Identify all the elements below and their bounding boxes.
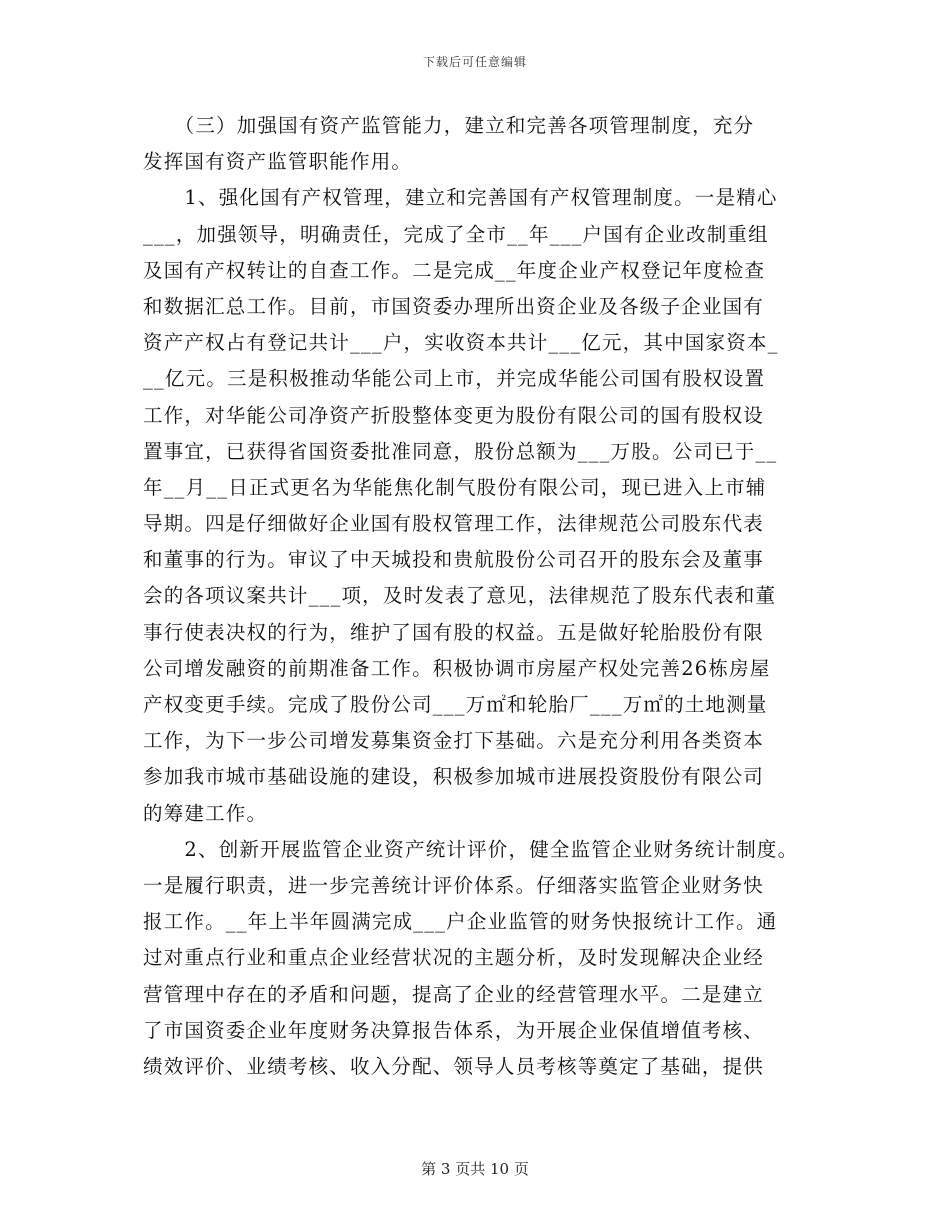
text-line: 报工作。__年上半年圆满完成___户企业监管的财务快报统计工作。通 (143, 910, 778, 934)
text-line: 绩效评价、业绩考核、收入分配、领导人员考核等奠定了基础，提供 (143, 1054, 765, 1078)
text-line: 产权变更手续。完成了股份公司___万㎡和轮胎厂___万㎡的土地测量 (143, 693, 768, 716)
text-line: 导期。四是仔细做好企业国有股权管理工作，法律规范公司股东代表 (143, 512, 765, 536)
text-line: 1、强化国有产权管理，建立和完善国有产权管理制度。一是精心 (143, 186, 778, 210)
text-line: 会的各项议案共计___项，及时发表了意见，法律规范了股东代表和董 (143, 584, 777, 608)
text-line: 参加我市城市基础设施的建设，积极参加城市进展投资股份有限公司 (143, 765, 765, 789)
text-line: 工作，对华能公司净资产折股整体变更为股份有限公司的国有股权设 (143, 403, 765, 427)
text-line: 营管理中存在的矛盾和问题，提高了企业的经营管理水平。二是建立 (143, 982, 765, 1006)
text-line: 及国有产权转让的自查工作。二是完成__年度企业产权登记年度检查 (143, 258, 766, 282)
text-line: 资产产权占有登记共计___户，实收资本共计___亿元，其中国家资本_ (143, 331, 779, 355)
document-body (143, 108, 823, 1085)
text-line: 2、创新开展监管企业资产统计评价，健全监管企业财务统计制度。 (143, 837, 799, 861)
text-line: 和数据汇总工作。目前，市国资委办理所出资企业及各级子企业国有 (143, 294, 765, 318)
text-line: 和董事的行为。审议了中天城投和贵航股份公司召开的股东会及董事 (143, 548, 765, 572)
text-line: （三）加强国有资产监管能力，建立和完善各项管理制度，充分 (143, 114, 755, 137)
text-line: 发挥国有资产监管职能作用。 (143, 150, 413, 174)
text-line: ___，加强领导，明确责任，完成了全市__年___户国有企业改制重组 (143, 222, 769, 246)
text-line: 过对重点行业和重点企业经营状况的主题分析，及时发现解决企业经 (143, 946, 765, 970)
text-line: 工作，为下一步公司增发募集资金打下基础。六是充分利用各类资本 (143, 729, 765, 753)
text-line: 一是履行职责，进一步完善统计评价体系。仔细落实监管企业财务快 (143, 873, 765, 897)
text-line: __亿元。三是积极推动华能公司上市，并完成华能公司国有股权设置 (143, 367, 766, 391)
text-line: 公司增发融资的前期准备工作。积极协调市房屋产权处完善26栋房屋 (143, 656, 771, 680)
text-line: 事行使表决权的行为，维护了国有股的权益。五是做好轮胎股份有限 (143, 620, 765, 644)
page-header: 下载后可任意编辑 (422, 55, 527, 69)
page-footer: 第 3 页共 10 页 (421, 1160, 529, 1178)
text-line: 年__月__日正式更名为华能焦化制气股份有限公司，现已进入上市辅 (143, 475, 767, 499)
text-line: 置事宜，已获得省国资委批准同意，股份总额为___万股。公司已于__ (143, 439, 778, 463)
text-line: 了市国资委企业年度财务决算报告体系，为开展企业保值增值考核、 (143, 1018, 765, 1042)
text-line: 的筹建工作。 (143, 801, 268, 825)
